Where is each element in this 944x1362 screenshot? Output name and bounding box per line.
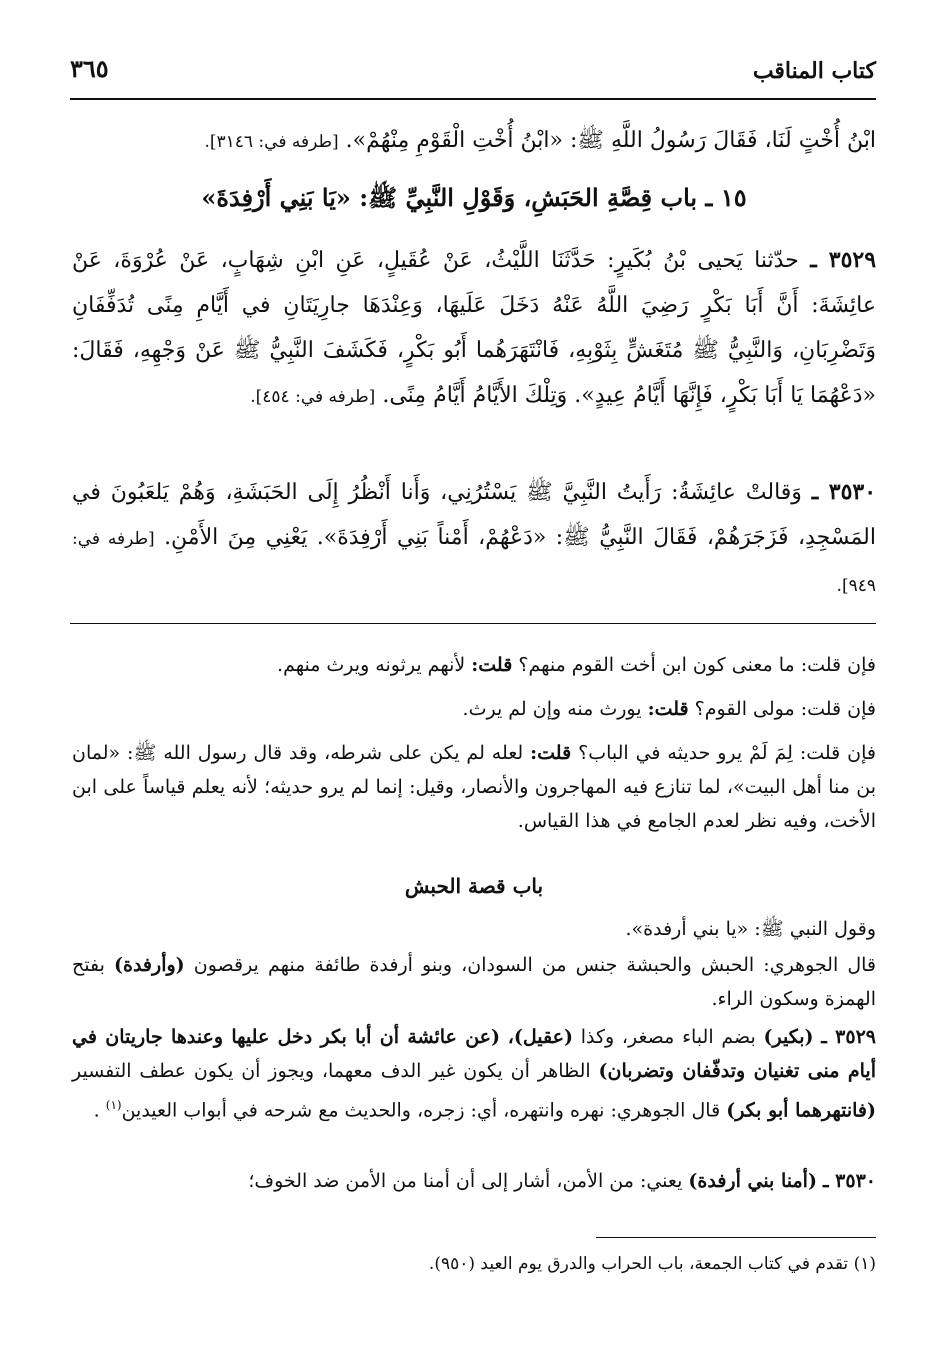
answer-label: قلت:	[647, 698, 689, 720]
footnote-text: تقدم في كتاب الجمعة، باب الحراب والدرق يوم العيد (٩٥٠).	[428, 1254, 849, 1274]
hadith-number: ٣٥٢٩ ـ	[821, 1026, 876, 1048]
paragraph-text: بفتح الهمزة وسكون الراء.	[72, 954, 876, 1010]
hadith-3530	[72, 470, 876, 609]
cross-reference: [طرفه في: ٤٥٤].	[250, 387, 376, 407]
bold-term: (بكير)	[763, 1026, 814, 1048]
page-header	[70, 52, 876, 100]
footnote-mark: (١)	[853, 1254, 876, 1274]
hadith-number: ٣٥٣٠ ـ	[811, 479, 877, 505]
footnote-marker: (١)	[105, 1098, 122, 1112]
header-rule	[70, 98, 876, 100]
hadith-number: ٣٥٢٩ ـ	[810, 247, 877, 273]
answer-label: قلت:	[471, 654, 513, 676]
commentary-3530	[72, 1164, 876, 1198]
hadith-3529	[72, 238, 876, 420]
footnote	[72, 1250, 876, 1278]
footnote-rule	[596, 1237, 876, 1238]
hadith-text: وَقالتْ عائِشَةُ: رَأَيتُ النَّبِيَّ ﷺ يَسْتُرُنِي، وَأَنا أَنْظُرُ إِلَى الحَبَشَةِ، وَهُمْ يَلعَبُونَ في المَسْجِدِ، فَزَجَرَهُمْ، فَقَالَ النَّبِيُّ ﷺ: «دَعْهُمْ، أَمْناً بَنِي أَرْفِدَةَ». يَعْنِي مِنَ الأَمْنِ.	[72, 480, 876, 550]
paragraph-text: يعني: من الأمن، أشار إلى أن أمنا من الأمن ضد الخوف؛	[248, 1170, 683, 1192]
page-number: ٣٦٥	[70, 54, 109, 83]
commentary-3529: ٣٥٢٩ ـ (بكير) بضم الباء مصغر، وكذا (عقيل)، (عن عائشة أن أبا بكر دخل عليها وعندها جاريتان في أيام منى تغنيان وتدفّفان وتضربان) الظاهر أن يكون غير الدف معهما، ويجوز أن يكون عطف التفسير (فانتهرهما أبو بكر) قال الجوهري: نهره وانتهره، أي: زجره، والحديث مع شرحه في أبواب العيدين$^{(١)}$ .	[72, 1026, 876, 1122]
commentary-paragraph-2	[72, 948, 876, 1016]
paragraph-text: الظاهر أن يكون غير الدف معهما، ويجوز أن يكون عطف التفسير	[72, 1060, 591, 1082]
commentary-question-1	[72, 648, 876, 682]
paragraph-text: قال الجوهري: نهره وانتهره، أي: زجره، والحديث مع شرحه في أبواب العيدين	[121, 1099, 721, 1122]
running-title: كتاب المناقب	[752, 58, 876, 84]
cross-reference: [طرفه في: ٣١٤٦].	[204, 132, 339, 152]
answer-text: لأنهم يرثونه ويرث منهم.	[277, 654, 466, 676]
commentary-paragraph-1: وقول النبي ﷺ: «يا بني أرفدة».	[625, 918, 876, 940]
answer-text: لعله لم يكن على شرطه، وقد قال رسول الله ﷺ: «لمان بن منا أهل البيت»، لما تنازع فيه المهاجرون والأنصار، وقيل: إنما لم يرو حديثه؛ لأنه يعلم قياساً على ابن الأخت، وفيه نظر لعدم الجامع في هذا القياس.	[72, 742, 876, 832]
question-lead: فإن قلت: ما معنى كون ابن أخت القوم منهم؟	[518, 654, 876, 676]
commentary-separator	[70, 623, 876, 624]
bold-term: (فانتهرهما أبو بكر)	[726, 1099, 876, 1122]
question-lead: فإن قلت: مولى القوم؟	[694, 698, 876, 720]
commentary-question-2	[72, 692, 876, 726]
commentary-question-3	[72, 736, 876, 838]
question-lead: فإن قلت: لِمَ لَمْ يرو حديثه في الباب؟	[578, 742, 876, 764]
hadith-text: حدّثنا يَحيى بْنُ بُكَيرٍ: حَدَّثَنَا اللَّيْثُ، عَنْ عُقَيلٍ، عَنِ ابْنِ شِهَابٍ، عَنْ عُرْوَةَ، عَنْ عائِشَةَ: أَنَّ أَبَا بَكْرٍ رَضِيَ اللَّهُ عَنْهُ دَخَلَ عَلَيهَا، وَعِنْدَهَا جارِيَتَانِ في أَيَّامِ مِنًى تُدَفِّفَانِ وَتَضْرِبَانِ، وَالنَّبِيُّ ﷺ مُتَغَشٍّ بِثَوْبِهِ، فَانْتَهَرَهُما أَبُو بَكْرٍ، فَكَشَفَ النَّبِيُّ ﷺ عَنْ وَجْهِهِ، فَقَالَ: «دَعْهُمَا يَا أَبَا بَكْرٍ، فَإِنَّهَا أَيَّامُ عِيدٍ». وَتِلْكَ الأَيَّامُ أَيَّامُ مِنًى.	[72, 248, 876, 408]
commentary-heading: باب قصة الحبش	[404, 874, 544, 898]
continuation-text: ابْنُ أُخْتٍ لَنَا، فَقَالَ رَسُولُ اللَّهِ ﷺ: «ابْنُ أُخْتِ الْقَوْمِ مِنْهُمْ».	[345, 128, 876, 153]
hadith-number: ٣٥٣٠ ـ	[822, 1170, 876, 1192]
bold-term: (وأرفدة)	[114, 954, 185, 976]
paragraph-text: بضم الباء مصغر، وكذا	[580, 1026, 756, 1048]
bold-term: (أمنا بني أرفدة)	[688, 1170, 817, 1192]
answer-text: يورث منه وإن لم يرث.	[462, 698, 642, 720]
continuation-paragraph	[72, 118, 876, 165]
chapter-heading: ١٥ ـ باب قِصَّةِ الحَبَشِ، وَقَوْلِ النَّبِيِّ ﷺ: «يَا بَنِي أَرْفِدَةَ»	[201, 183, 747, 212]
answer-label: قلت:	[530, 742, 572, 764]
bold-term: (عن عائشة أن أبا بكر دخل عليها وعندها جاريتان في أيام منى تغنيان وتدفّفان وتضربان)	[72, 1026, 876, 1082]
bold-term: (عقيل)،	[507, 1026, 573, 1048]
cross-reference: [طرفه في: ٩٤٩].	[72, 529, 876, 596]
paragraph-text: قال الجوهري: الحبش والحبشة جنس من السودان، وبنو أرفدة طائفة منهم يرقصون	[193, 954, 876, 976]
